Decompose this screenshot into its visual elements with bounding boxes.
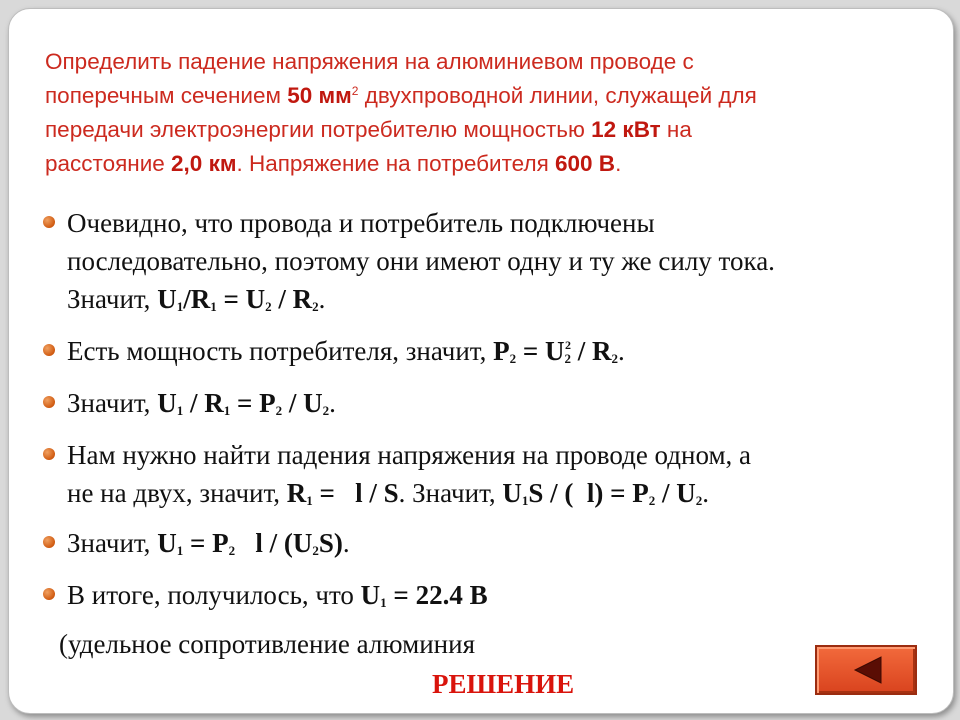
task-line-2: поперечным сечением 50 $мм^2$ двухпроводной линии, служащей для: [45, 83, 757, 108]
distance-value: 2,0 км: [171, 151, 237, 176]
note-text: (удельное сопротивление алюминия: [59, 629, 475, 659]
formula-5: $U_1 = P_2$ l / $(U_2S)$: [157, 528, 343, 558]
formula-6: $U_1 = 22.4$ В: [360, 580, 488, 610]
bullet-item-3: Значит, $U_1 / R_1 = P_2 / U_2$.: [45, 384, 925, 422]
bullet-icon: [43, 396, 55, 408]
bullet-icon: [43, 344, 55, 356]
area-value: 50 мм: [287, 83, 352, 108]
formula-4b: $U_1S$ / ( $l) = P_2 / U_2$: [502, 478, 703, 508]
formula-2: $P_2 = U_2^2 / R_2$: [493, 336, 618, 366]
formula-3: $U_1 / R_1 = P_2 / U_2$: [157, 388, 330, 418]
task-line-1: Определить падение напряжения на алюминиевом проводе с: [45, 49, 694, 74]
formula-1: $U_1/R_1 = U_2 / R_2$: [157, 284, 319, 314]
slide: [8, 8, 954, 714]
bullet-icon: [43, 588, 55, 600]
solution-link[interactable]: РЕШЕНИЕ: [432, 669, 575, 699]
bullet-item-2: Есть мощность потребителя, значит, $P_2 = U_2^2 / R_2$.: [45, 332, 925, 370]
result-value: 22.4 В: [415, 580, 488, 610]
triangle-left-icon: [853, 656, 883, 684]
bullet-item-4: Нам нужно найти падения напряжения на проводе одном, а не на двух, значит, $R_1 = l / S$. Значит, $U_1S$ / ( $l) = P_2 / U_2$.: [45, 436, 925, 512]
bullet-item-1: Очевидно, что провода и потребитель подключены последовательно, поэтому они имеют одну и ту же силу тока. Значит, $U_1/R_1 = U_2 / R_2$.: [45, 204, 925, 318]
task-line-3: передачи электроэнергии потребителю мощностью 12 кВт на: [45, 117, 692, 142]
bullet-icon: [43, 536, 55, 548]
bullet-icon: [43, 448, 55, 460]
bullet-item-5: Значит, $U_1 = P_2$ l / $(U_2S)$.: [45, 524, 925, 562]
bullet-item-6: В итоге, получилось, что $U_1 = 22.4$ В: [45, 576, 925, 614]
back-button[interactable]: [815, 645, 917, 695]
task-line-4: расстояние 2,0 км. Напряжение на потребителя 600 В.: [45, 151, 622, 176]
bullet-icon: [43, 216, 55, 228]
formula-4a: $R_1 = l / S$: [286, 478, 399, 508]
task-statement: [45, 45, 925, 181]
voltage-value: 600 В: [555, 151, 616, 176]
power-value: 12 кВт: [591, 117, 661, 142]
